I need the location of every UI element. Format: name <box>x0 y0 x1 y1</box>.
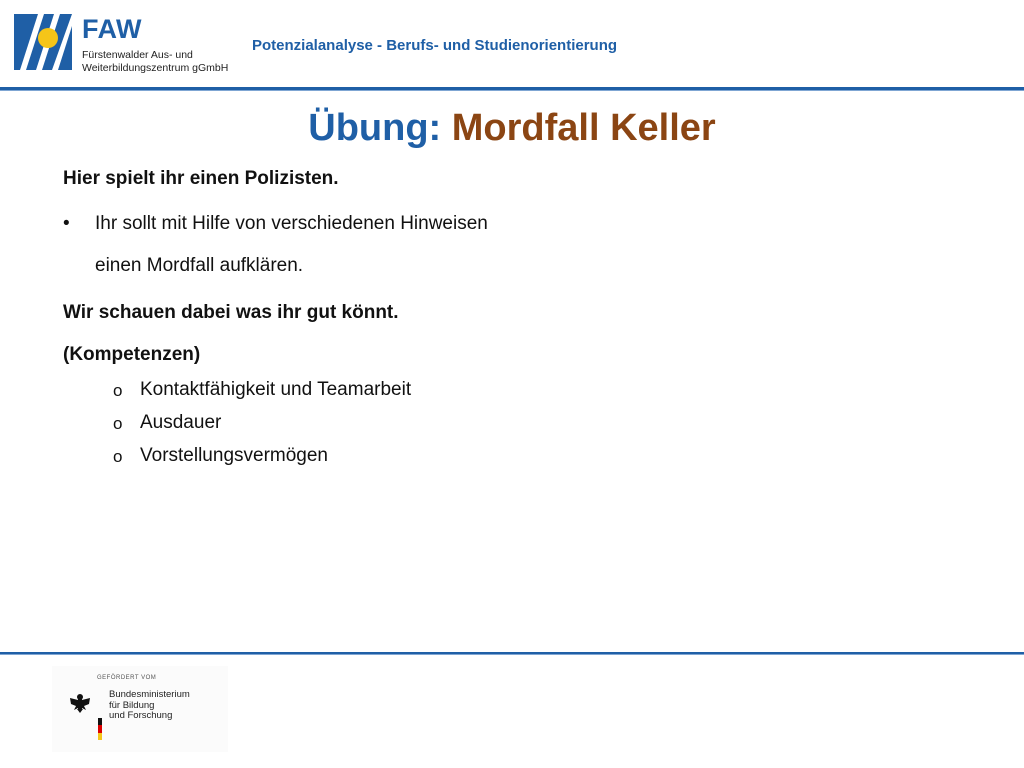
circle-bullet: o <box>113 447 123 466</box>
ministry-line2: für Bildung <box>109 699 155 711</box>
ministry-line3: und Forschung <box>109 710 173 721</box>
bullet-text-line2: einen Mordfall aufklären. <box>95 255 304 276</box>
header-divider <box>0 87 1024 91</box>
header-title: Potenzialanalyse - Berufs- und Studienorientierung <box>252 37 618 54</box>
slide-title-subject: Mordfall Keller <box>451 107 716 149</box>
funded-by-label: GEFÖRDERT VOM <box>97 675 157 681</box>
logo-subtitle-line1: Fürstenwalder Aus- und <box>82 49 193 61</box>
ministry-name <box>109 690 190 722</box>
competency-label: Vorstellungsvermögen <box>140 445 328 466</box>
slide-title <box>0 107 1024 150</box>
bullet-text-line1: Ihr sollt mit Hilfe von verschiedenen Hinweisen <box>95 213 488 234</box>
competency-label: Kontaktfähigkeit und Teamarbeit <box>140 379 412 400</box>
faw-logo-icon <box>14 14 72 70</box>
federal-eagle-icon <box>68 690 92 714</box>
statement-text: Wir schauen dabei was ihr gut könnt. <box>63 302 399 323</box>
german-flag-icon <box>98 718 102 740</box>
faw-logo <box>14 14 234 80</box>
intro-text: Hier spielt ihr einen Polizisten. <box>63 168 339 189</box>
slide-title-prefix: Übung: <box>308 107 442 149</box>
logo-subtitle <box>82 49 228 75</box>
logo-subtitle-line2: Weiterbildungszentrum gGmbH <box>82 62 229 74</box>
bmbf-logo <box>52 666 228 752</box>
footer-divider <box>0 652 1024 655</box>
logo-name: FAW <box>82 14 142 44</box>
circle-bullet: o <box>113 381 123 400</box>
bullet-marker: • <box>63 213 70 234</box>
competencies-heading: (Kompetenzen) <box>63 344 201 365</box>
competency-label: Ausdauer <box>140 412 222 433</box>
ministry-line1: Bundesministerium <box>109 689 190 700</box>
circle-bullet: o <box>113 414 123 433</box>
